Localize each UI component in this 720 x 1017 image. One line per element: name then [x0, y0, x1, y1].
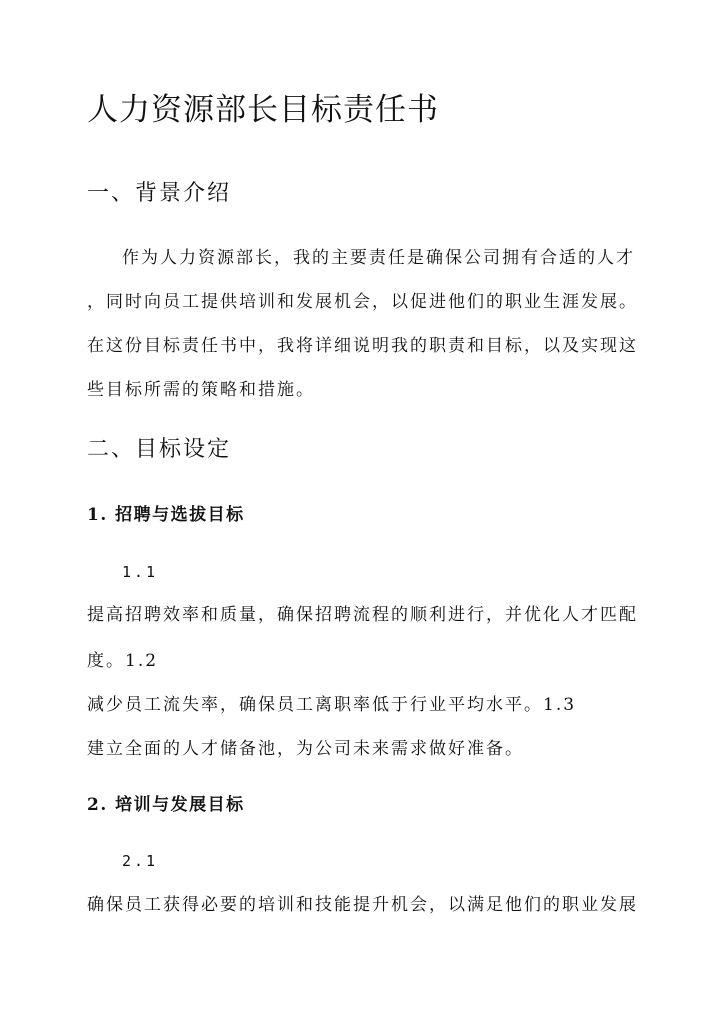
paragraph-line: 提高招聘效率和质量，确保招聘流程的顺利进行，并优化人才匹配: [87, 605, 638, 625]
section-heading-background: 一、背景介绍: [87, 181, 232, 206]
paragraph-line: 度。1.2: [87, 651, 159, 671]
subsection-heading-recruitment: 1. 招聘与选拔目标: [87, 505, 245, 525]
paragraph-line: 作为人力资源部长，我的主要责任是确保公司拥有合适的人才: [122, 248, 635, 268]
paragraph-line: ，同时向员工提供培训和发展机会，以促进他们的职业生涯发展。: [87, 292, 638, 312]
section-heading-goals: 二、目标设定: [87, 437, 232, 462]
subsection-heading-training: 2. 培训与发展目标: [87, 795, 245, 815]
paragraph-line: 些目标所需的策略和措施。: [87, 380, 315, 400]
paragraph-line: 减少员工流失率，确保员工离职率低于行业平均水平。1.3: [87, 695, 577, 715]
item-number: 2.1: [122, 852, 159, 870]
item-number: 1.1: [122, 563, 159, 581]
document-title: 人力资源部长目标责任书: [87, 92, 439, 128]
paragraph-line: 在这份目标责任书中，我将详细说明我的职责和目标，以及实现这: [87, 336, 638, 356]
paragraph-line: 建立全面的人才储备池，为公司未来需求做好准备。: [87, 739, 524, 759]
paragraph-line: 确保员工获得必要的培训和技能提升机会，以满足他们的职业发展: [87, 895, 638, 915]
